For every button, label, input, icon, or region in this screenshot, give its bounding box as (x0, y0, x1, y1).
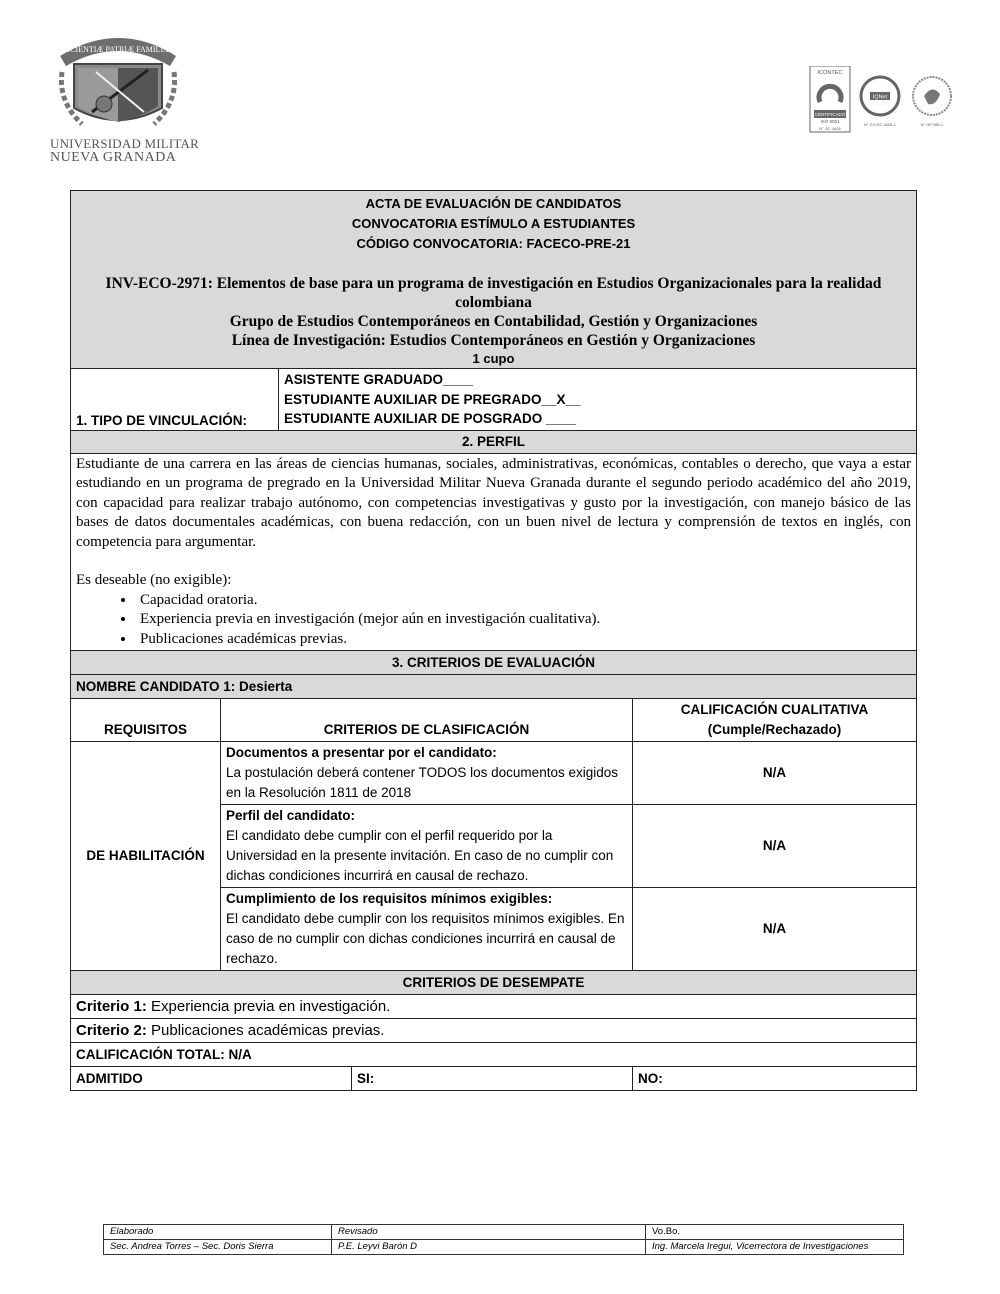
criterio-text: Experiencia previa en investigación. (146, 998, 391, 1015)
calificacion-value: N/A (633, 805, 917, 888)
criterio-text: Publicaciones académicas previas. (146, 1022, 385, 1039)
approval-footer (103, 1224, 904, 1255)
motto-text: SCIENTIÆ PATRIÆ FAMILIÆ (65, 45, 171, 54)
research-line: Línea de Investigación: Estudios Contemporáneos en Gestión y Organizaciones (231, 332, 756, 349)
col-calificacion (633, 699, 917, 742)
convocatoria-title: CONVOCATORIA ESTÍMULO A ESTUDIANTES (351, 216, 636, 231)
option-asistente-graduado: ASISTENTE GRADUADO____ (284, 372, 474, 387)
criterio-text: El candidato debe cumplir con el perfil requerido por la Universidad en la presente invitación. En caso de no cumplir con dichas condiciones incurrirá en causal de rechazo. (226, 828, 614, 883)
research-group: Grupo de Estudios Contemporáneos en Contabilidad, Gestión y Organizaciones (229, 313, 758, 330)
vobo-value: Ing. Marcela Iregui, Vicerrectora de Investigaciones (646, 1240, 904, 1255)
admitido-label: ADMITIDO (71, 1067, 352, 1091)
perfil-body (71, 453, 917, 651)
revisado-label: Revisado (332, 1225, 646, 1240)
criterio-documentos (221, 742, 633, 805)
vinculacion-label: 1. TIPO DE VINCULACIÓN: (71, 369, 279, 431)
svg-text:N° SC 4428: N° SC 4428 (819, 126, 841, 131)
vinculacion-options (279, 369, 917, 431)
acta-header (71, 191, 917, 369)
calificacion-value: N/A (633, 742, 917, 805)
elaborado-value: Sec. Andrea Torres – Sec. Doris Sierra (104, 1240, 332, 1255)
admitido-si: SI: (352, 1067, 633, 1091)
candidate-name: NOMBRE CANDIDATO 1: Desierta (71, 675, 917, 699)
criterio-perfil (221, 805, 633, 888)
svg-text:ICONTEC: ICONTEC (817, 70, 843, 76)
calificacion-value: N/A (633, 888, 917, 971)
option-auxiliar-pregrado: ESTUDIANTE AUXILIAR DE PREGRADO__X__ (284, 391, 581, 407)
desempate-criterio-1 (71, 995, 917, 1019)
criterio-title: Perfil del candidato: (226, 808, 356, 823)
vobo-label: Vo.Bo. (646, 1225, 904, 1240)
criterio-title: Cumplimiento de los requisitos mínimos exigibles: (226, 891, 553, 906)
university-name-line1: UNIVERSIDAD MILITAR (50, 136, 199, 151)
col-calificacion-title: CALIFICACIÓN CUALITATIVA (680, 702, 869, 717)
perfil-desirable-intro: Es deseable (no exigible): (76, 572, 232, 588)
svg-text:CERTIFICADO: CERTIFICADO (814, 112, 846, 117)
desempate-heading: CRITERIOS DE DESEMPATE (71, 971, 917, 995)
criterios-heading: 3. CRITERIOS DE EVALUACIÓN (71, 651, 917, 675)
list-item: • Experiencia previa en investigación (mejor aún en investigación cualitativa). (136, 610, 911, 630)
desempate-criterio-2 (71, 1019, 917, 1043)
col-criterios: CRITERIOS DE CLASIFICACIÓN (221, 699, 633, 742)
svg-text:IQNet: IQNet (872, 94, 888, 101)
criterio-text: La postulación deberá contener TODOS los documentos exigidos en la Resolución 1811 de 2018 (226, 765, 618, 800)
perfil-desirable-list (76, 591, 911, 650)
svg-text:ISO 9001: ISO 9001 (820, 119, 840, 124)
perfil-text: Estudiante de una carrera en las áreas de ciencias humanas, sociales, administrativas, económicas, contables o derecho, que vaya a estar estudiando en un programa de pregrado en la Universidad Militar Nueva Granada durante el segundo periodo académico del año 2019, con capacidad para realizar trabajo autónomo, con competencias investigativas y gusto por la investigación, con manejo básico de las bases de datos documentales académicas, con buena redacción, con un buen nivel de lectura y comprensión de textos en inglés, con competencia para argumentar. (76, 455, 911, 550)
criterio-requisitos-minimos (221, 888, 633, 971)
list-item: • Capacidad oratoria. (136, 591, 911, 611)
col-requisitos: REQUISITOS (71, 699, 221, 742)
convocatoria-code: CÓDIGO CONVOCATORIA: FACECO-PRE-21 (356, 236, 631, 251)
admitido-no: NO: (633, 1067, 917, 1091)
requisito-habilitacion: DE HABILITACIÓN (71, 742, 221, 971)
criterio-title: Documentos a presentar por el candidato: (226, 745, 497, 760)
criterio-label: Criterio 2: (76, 1022, 147, 1039)
perfil-heading: 2. PERFIL (71, 430, 917, 453)
revisado-value: P.E. Leyvi Barón D (332, 1240, 646, 1255)
criterio-text: El candidato debe cumplir con los requisitos mínimos exigibles. En caso de no cumplir con dichas condiciones incurrirá en causal de rechazo. (226, 911, 625, 966)
evaluation-table (70, 190, 917, 1091)
project-title: INV-ECO-2971: Elementos de base para un programa de investigación en Estudios Organizacionales para la realidad colombiana (105, 275, 882, 311)
col-calificacion-sub: (Cumple/Rechazado) (707, 722, 842, 737)
option-auxiliar-posgrado: ESTUDIANTE AUXILIAR DE POSGRADO ____ (284, 411, 577, 426)
acta-title: ACTA DE EVALUACIÓN DE CANDIDATOS (365, 196, 622, 211)
criterio-label: Criterio 1: (76, 998, 147, 1015)
cupo-count: 1 cupo (472, 351, 515, 366)
certification-logos (808, 66, 958, 136)
elaborado-label: Elaborado (104, 1225, 332, 1240)
university-name-line2: NUEVA GRANADA (50, 150, 177, 165)
svg-text:N° CO SC 4428-1: N° CO SC 4428-1 (864, 122, 896, 127)
list-item: • Publicaciones académicas previas. (136, 630, 911, 650)
svg-text:N° GP 080-1: N° GP 080-1 (920, 122, 944, 127)
calificacion-total: CALIFICACIÓN TOTAL: N/A (71, 1043, 917, 1067)
